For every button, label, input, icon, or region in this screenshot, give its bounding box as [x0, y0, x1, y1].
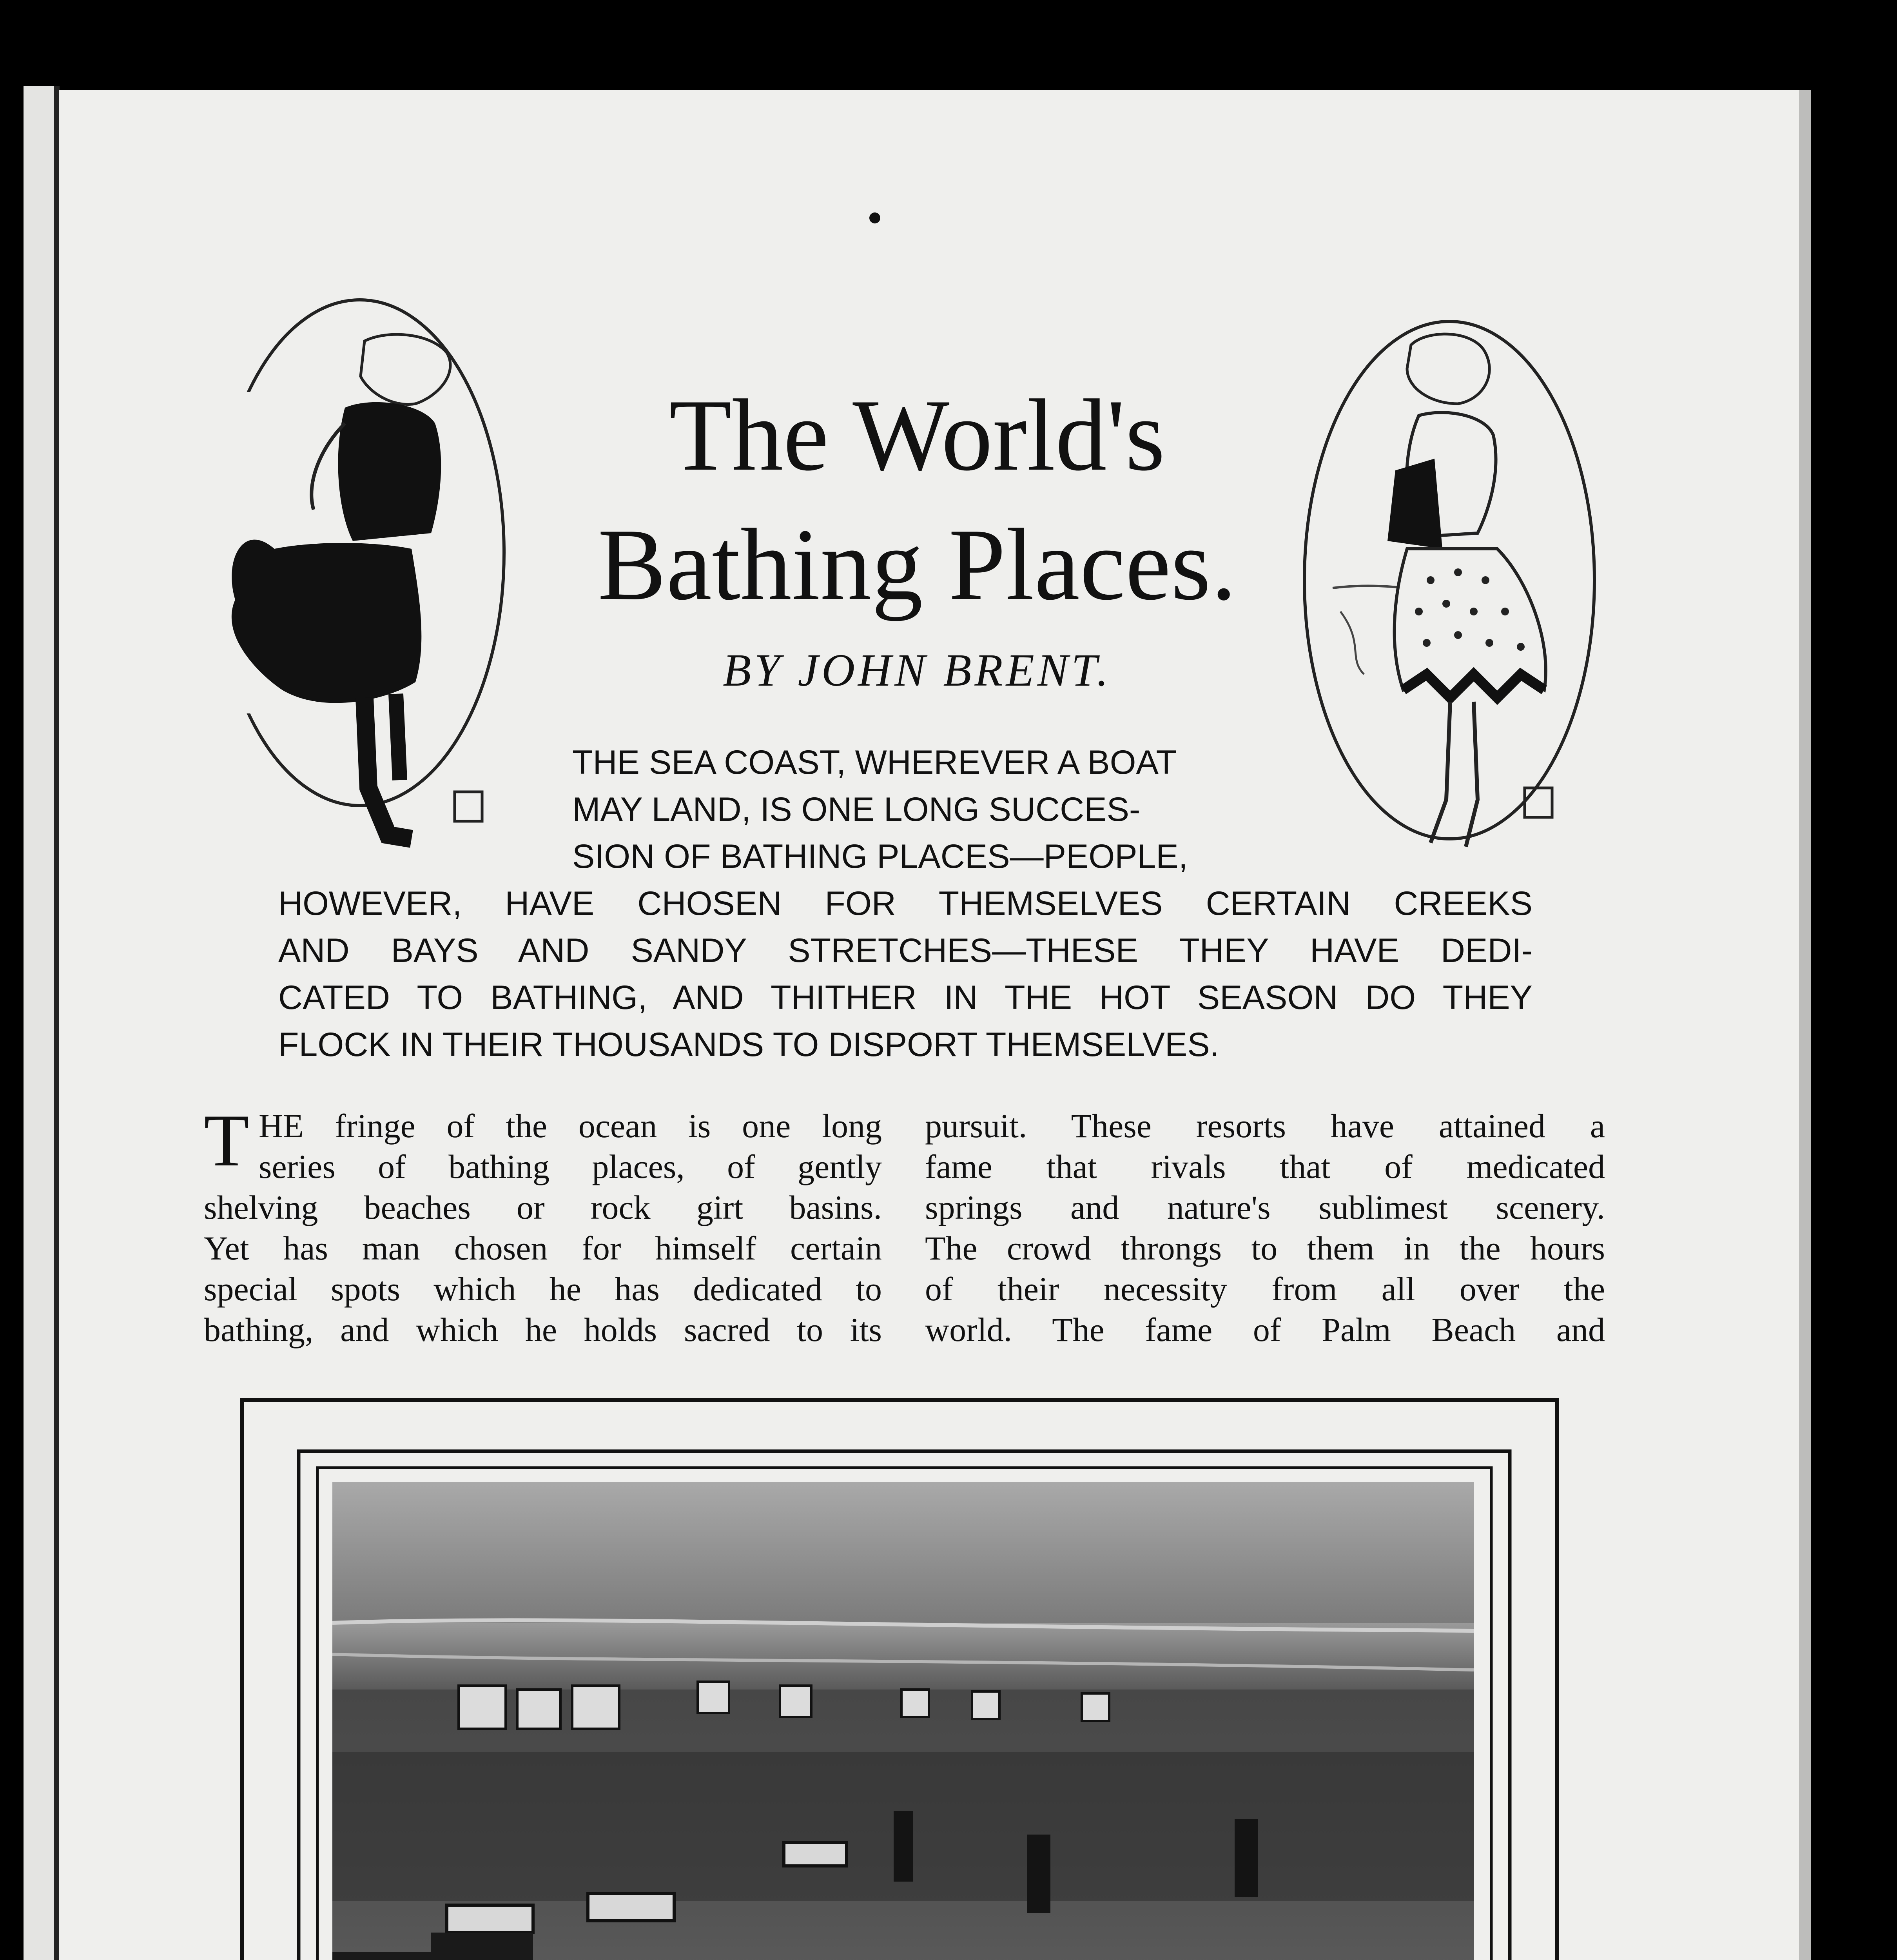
right-col-line-4: The crowd throngs to them in the hours	[925, 1229, 1605, 1267]
right-col-line-5: of their necessity from all over the	[925, 1270, 1605, 1308]
intro-line-1: THE SEA COAST, WHEREVER A BOAT	[572, 744, 1177, 781]
drop-cap: T	[204, 1100, 250, 1182]
intro-line-2: MAY LAND, IS ONE LONG SUCCES-	[572, 791, 1141, 828]
article-title-line-2: Bathing Places.	[598, 508, 1237, 621]
intro-line-5: AND BAYS AND SANDY STRETCHES—THESE THEY HAVE DEDI-	[278, 932, 1532, 969]
left-page-edge	[24, 86, 55, 1960]
right-col-line-3: springs and nature's sublimest scenery.	[925, 1189, 1605, 1226]
left-col-line-3: shelving beaches or rock girt basins.	[204, 1189, 882, 1226]
intro-line-7: FLOCK IN THEIR THOUSANDS TO DISPORT THEMSELVES.	[278, 1026, 1219, 1063]
intro-line-4: HOWEVER, HAVE CHOSEN FOR THEMSELVES CERTAIN CREEKS	[278, 885, 1532, 922]
left-col-line-2: series of bathing places, of gently	[259, 1148, 882, 1185]
left-col-line-6: bathing, and which he holds sacred to its	[204, 1311, 882, 1348]
article-title-line-1: The World's	[669, 378, 1165, 492]
left-col-line-4: Yet has man chosen for himself certain	[204, 1229, 882, 1267]
right-col-line-2: fame that rivals that of medicated	[925, 1148, 1605, 1185]
right-col-line-1: pursuit. These resorts have attained a	[925, 1107, 1605, 1145]
right-col-line-6: world. The fame of Palm Beach and	[925, 1311, 1605, 1348]
intro-line-3: SION OF BATHING PLACES—PEOPLE,	[572, 838, 1188, 875]
intro-line-6: CATED TO BATHING, AND THITHER IN THE HOT SEASON DO THEY	[278, 979, 1532, 1016]
left-col-line-1: HE fringe of the ocean is one long	[259, 1107, 882, 1145]
left-col-line-5: special spots which he has dedicated to	[204, 1270, 882, 1308]
article-byline: BY JOHN BRENT.	[723, 644, 1112, 696]
ostend-beach-photo	[332, 1482, 1474, 1960]
